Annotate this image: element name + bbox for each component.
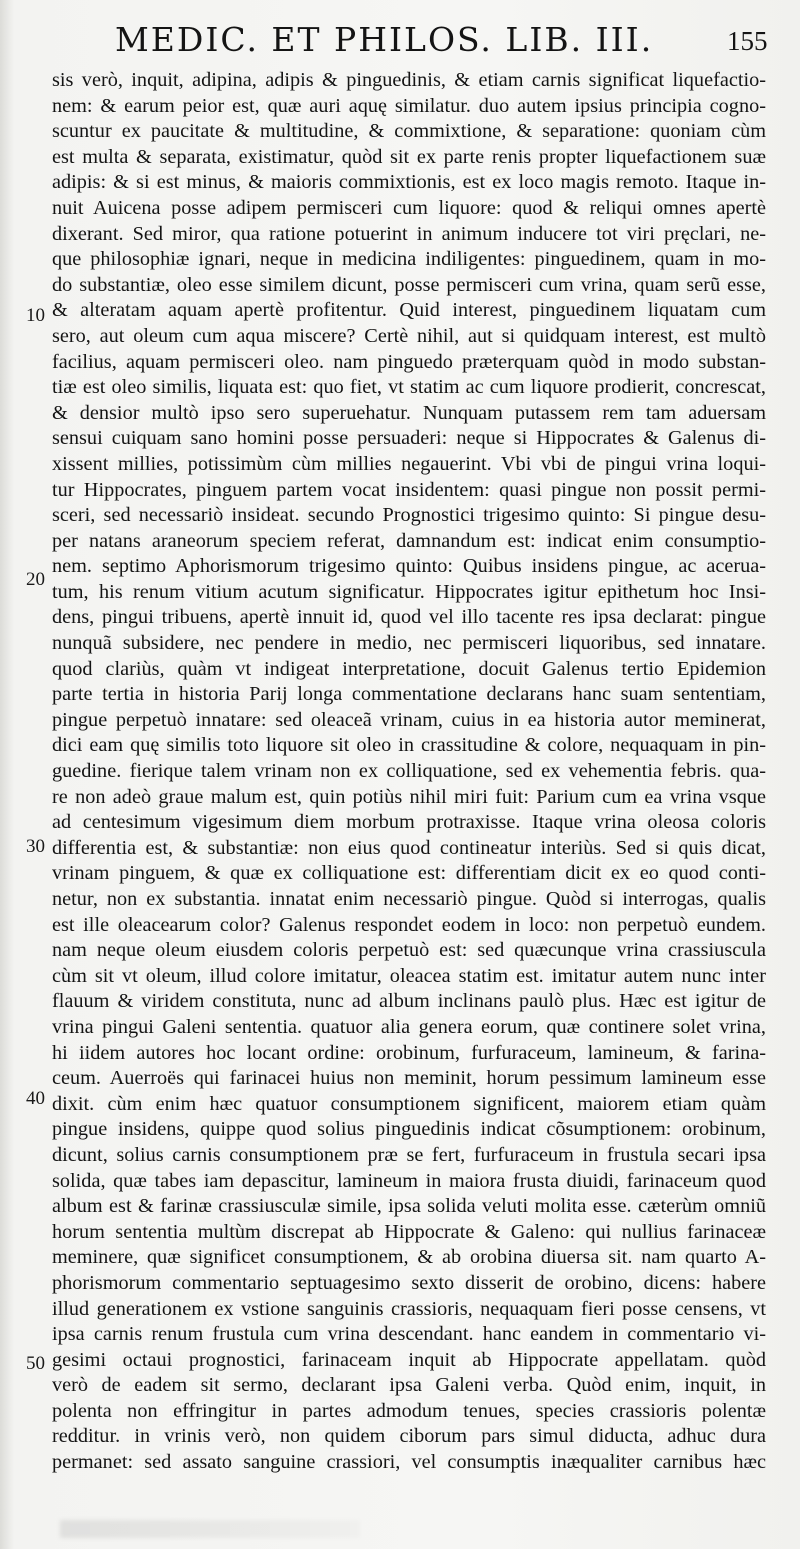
margin-line-number-30: 30 [26,836,45,857]
margin-line-numbers [0,68,50,1448]
text-line: differentia est, & substantiæ: non eius quod contineatur interiùs. Sed si quis dicat, [52,836,766,859]
text-line: vrinam pinguem, & quæ ex colliquatione est: differentiam dicit ex eo quod conti- [52,862,766,885]
text-line: dicunt, solius carnis consumptionem præ se fert, furfuraceum in frustula secari ipsa [52,1143,766,1166]
text-line: dici eam quę similis toto liquore sit oleo in crassitudine & colore, nequaquam in pin- [52,734,766,757]
text-line: & densior multò ipso sero superuehatur. Nunquam putassem rem tam aduersam [52,401,766,424]
text-line: tiæ est oleo similis, liquata est: quo fiet, vt statim ac cum liquore prodierit, concrescat, [52,376,766,399]
text-line: sceri, sed necessariò insideat. secundo Prognostici trigesimo quinto: Si pingue desu- [52,504,766,527]
text-line: nem. septimo Aphorismorum trigesimo quinto: Quibus insidens pingue, ac aceruа- [52,555,766,578]
page-header [0,0,800,66]
margin-line-number-10: 10 [26,305,45,326]
running-title: MEDIC. ET PHILOS. LIB. III. [115,20,654,59]
text-line: horum sententia multùm discrepat ab Hippocrate & Galeno: qui nullius farinaceæ [52,1220,766,1243]
text-line: xissent millies, potissimùm cùm millies negauerint. Vbi vbi de pingui vrina loqui- [52,452,766,475]
text-line: dixit. cùm enim hæc quatuor consumptionem significent, maiorem etiam quàm [52,1092,766,1115]
text-line: hi iidem autores hoc locant ordine: orobinum, furfuraceum, lamineum, & farina- [52,1041,766,1064]
text-line: & alteratam aquam apertè profitentur. Quid interest, pinguedinem liquatam cum [52,299,766,322]
text-line: per natans araneorum speciem referat, damnandum est: indicat enim consumptio- [52,529,766,552]
text-line: album est & farinæ crassiusculæ simile, ipsa solida veluti molita esse. cæterùm omniũ [52,1195,766,1218]
text-line: est multa & separata, existimatur, quòd sit ex parte renis propter liquefactionem suæ [52,145,766,168]
text-line: phorismorum commentario septuagesimo sexto disserit de orobino, dicens: habere [52,1271,766,1294]
text-line: dixerant. Sed miror, qua ratione potuerint in animum inducere tot viri pręclari, ne- [52,222,766,245]
text-line: permanet: sed assato sanguine crassiori, vel consumptis inæqualiter carnibus hæc [52,1451,766,1474]
text-line: flauum & viridem constituta, nunc ad album inclinans paulò plus. Hæc est igitur de [52,990,766,1013]
text-line: quod clariùs, quàm vt indigeat interpretatione, docuit Galenus tertio Epidemion [52,657,766,680]
text-line: meminere, quæ significet consumptionem, & ab orobina diuersa sit. nam quarto A- [52,1246,766,1269]
text-line: tur Hippocrates, pinguem partem vocat insidentem: quasi pingue non possit permi- [52,478,766,501]
text-line: illud generationem ex vstione sanguinis crassioris, nequaquam fieri posse censens, vt [52,1297,766,1320]
text-line: solida, quæ tabes iam depascitur, lamineum in maiora frusta diuidi, farinaceum quod [52,1169,766,1192]
text-line: ipsa carnis renum frustula cum vrina descendant. hanc eandem in commentario vi- [52,1323,766,1346]
margin-line-number-20: 20 [26,569,45,590]
text-line: sensui cuiquam sano homini posse persuaderi: neque si Hippocrates & Galenus di- [52,427,766,450]
text-line: nuit Auicena posse adipem permisceri cum liquore: quod & reliqui omnes apertè [52,196,766,219]
text-line: facilius, aquam permisceri oleo. nam pinguedo præterquam quòd in modo substan- [52,350,766,373]
text-line: vrina pingui Galeni sententia. quatuor alia genera eorum, quæ continere solet vrina, [52,1015,766,1038]
text-line: pingue perpetuò innatare: sed oleaceã vrinam, cuius in ea historia autor meminerat, [52,708,766,731]
show-through-bleed [60,1520,360,1538]
text-line: scuntur ex paucitate & multitudine, & commixtione, & separatione: quoniam cùm [52,120,766,143]
text-line: gesimi octaui prognostici, farinaceam inquit ab Hippocrate appellatam. quòd [52,1348,766,1371]
text-line: est ille oleacearum color? Galenus respondet eodem in loco: non perpetuò eundem. [52,913,766,936]
text-line: netur, non ex substantia. innatat enim necessariò pingue. Quòd si interrogas, qualis [52,888,766,910]
body-text [52,68,766,1476]
text-line: ad centesimum vigesimum diem morbum protraxisse. Itaque vrina oleosa coloris [52,811,766,834]
text-line: guedine. fierique talem vrinam non ex colliquatione, sed ex vehementia febris. qua- [52,760,766,783]
text-line: sis verò, inquit, adipina, adipis & pinguedinis, & etiam carnis significat liquefactio- [52,69,766,91]
text-line: dens, pingui tribuens, apertè innuit id, quod vel illo tacente res ipsa declarat: pingue [52,606,766,629]
text-line: adipis: & si est minus, & maioris commixtionis, est ex loco magis remoto. Itaque in- [52,171,766,194]
text-line: nunquã subsidere, nec pendere in medio, nec permisceri liquoribus, sed innatare. [52,632,766,655]
text-line: sero, aut oleum cum aqua miscere? Certè nihil, aut si quidquam interest, est multò [52,324,766,347]
margin-line-number-40: 40 [26,1088,45,1109]
text-line: parte tertia in historia Parij longa commentatione declarans hanc suam sententiam, [52,683,766,706]
text-line: verò de eadem sit sermo, declarant ipsa Galeni verba. Quòd enim, inquit, in [52,1374,766,1397]
text-line: pingue insidens, quippe quod solius pinguedinis indicat cõsumptionem: orobinum, [52,1118,766,1141]
text-line: nem: & earum peior est, quæ auri aquę similatur. duo autem ipsius principia cogno- [52,94,766,117]
text-line: polenta non effringitur in partes admodum tenues, species crassioris polentæ [52,1399,766,1422]
page-number: 155 [727,26,768,56]
text-line: nam neque oleum eiusdem coloris perpetuò est: sed quæcunque vrina crassiuscula [52,939,766,962]
margin-line-number-50: 50 [26,1353,45,1374]
text-line: tum, his renum vitium acutum significatur. Hippocrates igitur epithetum hoc Insi- [52,580,766,603]
text-line: do substantiæ, oleo esse similem dicunt, posse permisceri cum vrina, quam serũ esse, [52,273,766,296]
text-line: cùm sit vt oleum, illud colore imitatur, oleacea statim est. imitatur autem nunc inter [52,964,766,987]
text-line: redditur. in vrinis verò, non quidem ciborum pars simul diducta, adhuc dura [52,1425,766,1448]
text-line: re non adeò graue malum est, quin potiùs nihil miri fuit: Parium cum ea vrina vsque [52,785,766,808]
text-line: que philosophiæ ignari, neque in medicina indiligentes: pinguedinem, quam in mo- [52,248,766,271]
text-line: ceum. Auerroës qui farinacei huius non meminit, horum pessimum lamineum esse [52,1067,766,1090]
